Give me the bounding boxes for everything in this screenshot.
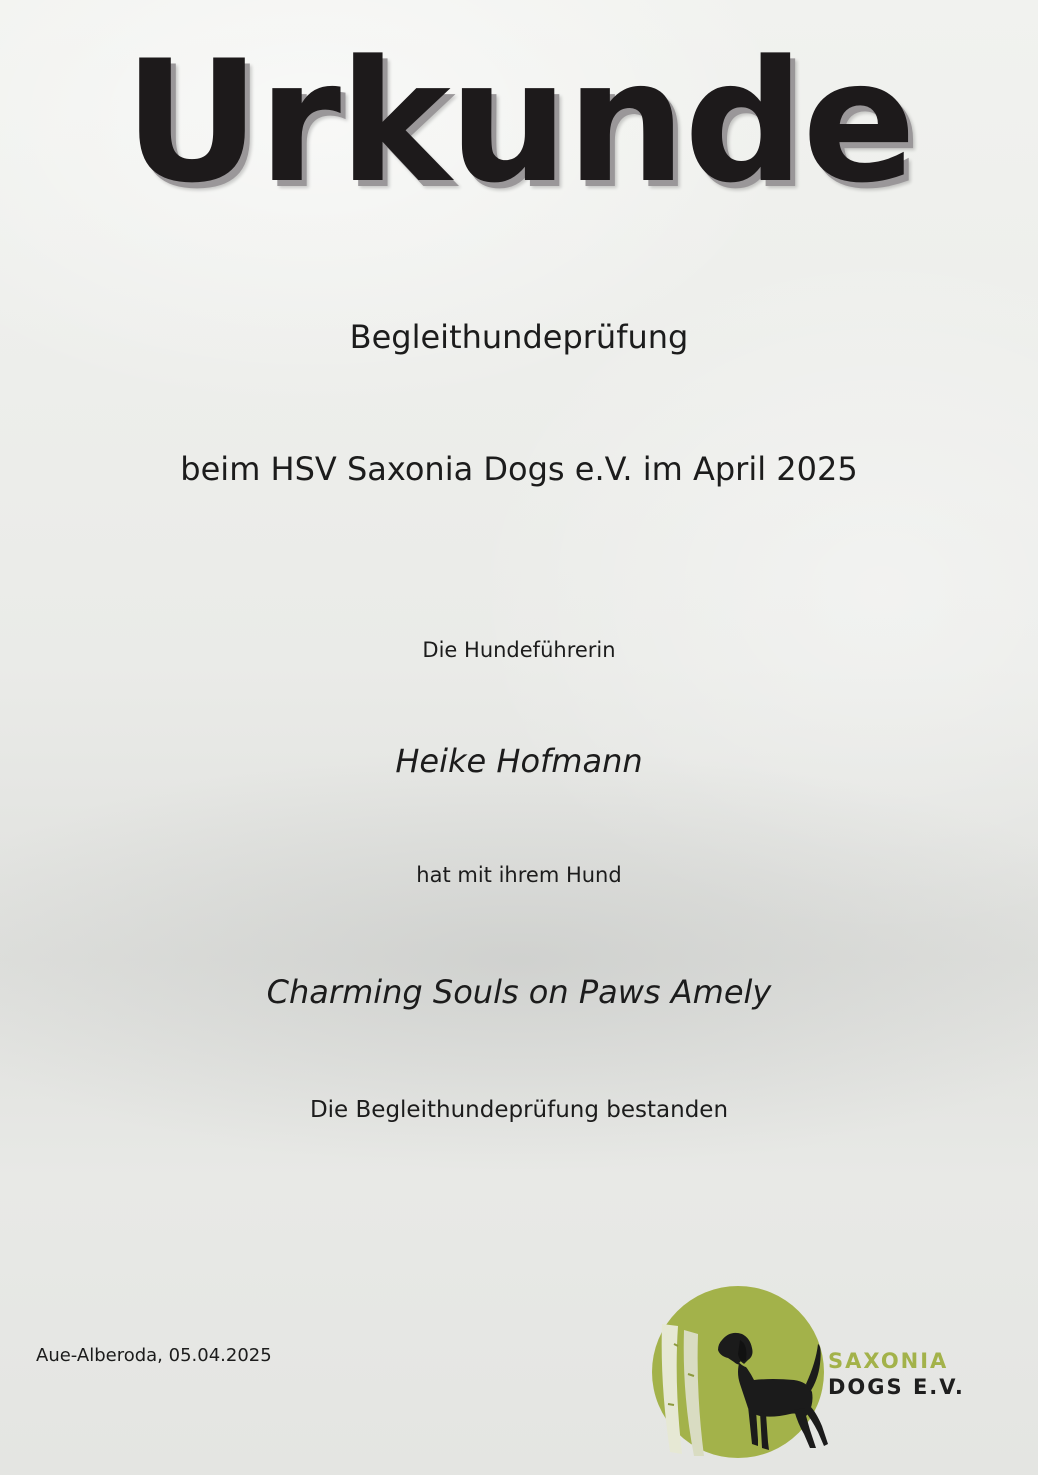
- exam-result: Die Begleithundeprüfung bestanden: [309, 1097, 729, 1123]
- dog-silhouette-icon: [648, 1284, 828, 1460]
- handler-name: Heike Hofmann: [395, 742, 643, 780]
- logo-line-saxonia: SAXONIA: [828, 1349, 949, 1373]
- logo-line-dogs: DOGS E.V.: [828, 1375, 965, 1399]
- club-logo: [648, 1284, 968, 1460]
- dog-label: hat mit ihrem Hund: [416, 863, 622, 887]
- logo-wordmark: [828, 1348, 965, 1400]
- place-date: Aue-Alberoda, 05.04.2025: [36, 1345, 272, 1366]
- exam-name: Begleithundeprüfung: [349, 318, 689, 356]
- handler-label: Die Hundeführerin: [422, 638, 616, 662]
- certificate-title: Urkunde: [123, 24, 915, 220]
- club-line: beim HSV Saxonia Dogs e.V. im April 2025: [180, 450, 858, 488]
- dog-name: Charming Souls on Paws Amely: [266, 973, 772, 1011]
